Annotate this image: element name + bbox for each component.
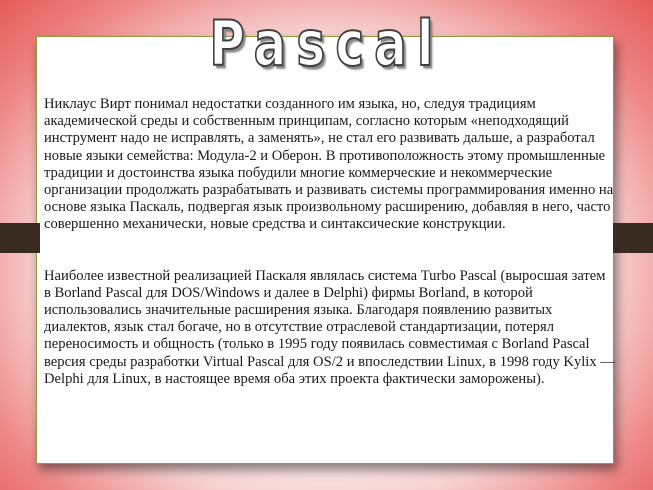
paragraph-wirth: Никлаус Вирт понимал недостатки созданного им языка, но, следуя традициям академической среды и собственным принципам, согласно которым «неподходящий инструмент надо не исправлять, а заменять», не стал его развивать дальше, а разработал новые языки семейства: Модула-2 и Оберон. В противоположность этому промышленные традиции и достоинства языка побудили многие коммерческие и некоммерческие организации продолжать разрабатывать и развивать системы программирования именно на основе языка Паскаль, подвергая язык произвольному расширению, добавляя в него, часто совершенно механически, новые средства и синтаксические конструкции.: [44, 96, 614, 233]
slide-body: [44, 96, 616, 388]
right-accent-bar: [613, 223, 653, 253]
slide-title: Pascal: [209, 7, 444, 80]
left-accent-bar: [0, 223, 40, 253]
paragraph-turbo-pascal: Наиболее известной реализацией Паскаля являлась система Turbo Pascal (выросшая затем в Borland Pascal для DOS/Windows и далее в Delphi) фирмы Borland, в которой использовались значительные расширения языка. Благодаря появлению развитых диалектов, язык стал богаче, но в отсутствие отраслевой стандартизации, потерял переносимость и общность (только в 1995 году появилась совместимая с Borland Pascal версия среды разработки Virtual Pascal для OS/2 и впоследствии Linux, в 1998 году Kylix — Delphi для Linux, в настоящее время оба этих проекта фактически заморожены).: [44, 267, 615, 387]
